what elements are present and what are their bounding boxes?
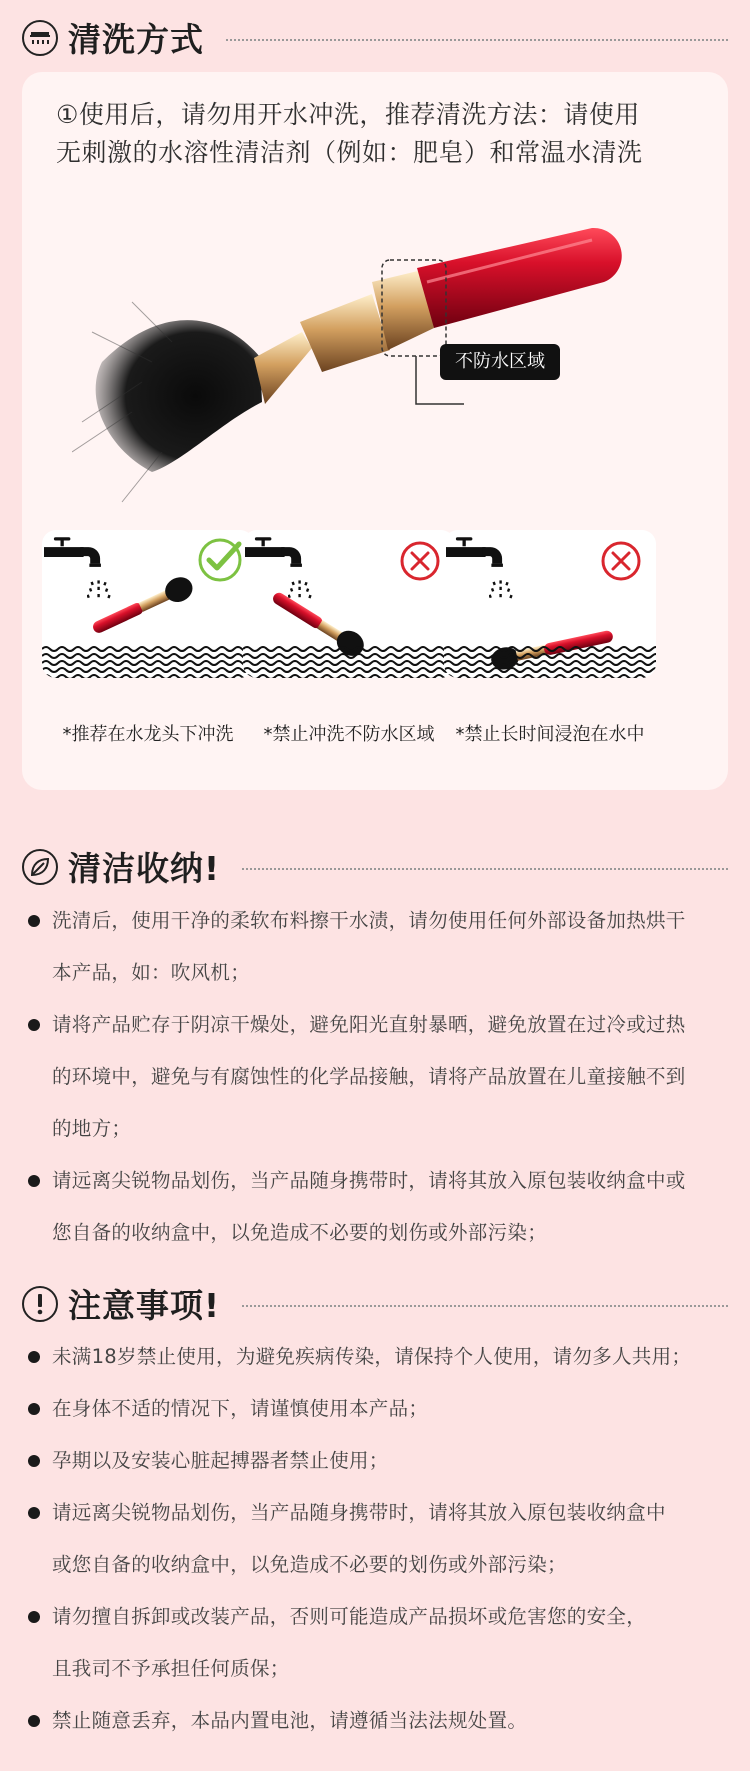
tile-no-soaking: [444, 530, 656, 678]
check-icon: [196, 536, 244, 588]
cleaning-instructions: [56, 96, 706, 172]
list-item: 请将产品贮存于阴凉干燥处，避免阳光直射暴晒，避免放置在过冷或过热 的环境中，避免与有腐蚀性的化学品接触，请将产品放置在儿童接触不到 的地方；: [26, 999, 726, 1155]
section-header-storage: [22, 843, 728, 890]
caption-no-soaking: *禁止长时间浸泡在水中: [455, 724, 645, 745]
leaf-icon: [22, 849, 58, 885]
divider: [242, 1305, 728, 1307]
brush-illustration: [72, 182, 692, 522]
list-item: 洗清后，使用干净的柔软布料擦干水渍，请勿使用任何外部设备加热烘干 本产品，如：吹风机；: [26, 895, 726, 999]
notice-list: [26, 1331, 726, 1747]
tile-recommended: [42, 530, 254, 678]
section-title-cleaning: 清洗方式: [68, 20, 204, 59]
list-item: 请勿擅自拆卸或改装产品，否则可能造成产品损坏或危害您的安全， 且我司不予承担任何质保；: [26, 1591, 726, 1695]
brush-bristles: [72, 302, 262, 502]
cross-icon: [600, 540, 642, 586]
section-title-notice: 注意事项!: [68, 1286, 221, 1325]
divider: [226, 39, 728, 41]
shower-icon: [22, 20, 58, 56]
list-item: 请远离尖锐物品划伤，当产品随身携带时，请将其放入原包装收纳盒中 或您自备的收纳盒中，以免造成不必要的划伤或外部污染；: [26, 1487, 726, 1591]
list-item: 禁止随意丢弃，本品内置电池，请遵循当法法规处置。: [26, 1695, 726, 1747]
section-header-cleaning: [22, 14, 728, 61]
list-item: 孕期以及安装心脏起搏器者禁止使用；: [26, 1435, 726, 1487]
section-title-storage: 清洁收纳!: [68, 849, 221, 888]
non-waterproof-label: 不防水区域: [440, 344, 560, 380]
faucet-icon: [44, 537, 101, 567]
list-item: 在身体不适的情况下，请谨慎使用本产品；: [26, 1383, 726, 1435]
caption-no-rinse-handle: *禁止冲洗不防水区域: [263, 724, 435, 745]
instruction-line-1: ①使用后，请勿用开水冲洗，推荐清洗方法：请使用: [56, 100, 640, 129]
tile-no-rinse-handle: [243, 530, 455, 678]
caption-recommended: *推荐在水龙头下冲洗: [62, 724, 234, 745]
cleaning-card: [22, 72, 728, 790]
brush-handle: [417, 228, 622, 328]
list-item: 未满18岁禁止使用，为避免疾病传染，请保持个人使用，请勿多人共用；: [26, 1331, 726, 1383]
list-item: 请远离尖锐物品划伤，当产品随身携带时，请将其放入原包装收纳盒中或 您自备的收纳盒中，以免造成不必要的划伤或外部污染；: [26, 1155, 726, 1259]
storage-list: [26, 895, 726, 1259]
cross-icon: [399, 540, 441, 586]
section-header-notice: [22, 1280, 728, 1327]
brush-ferrule: [254, 270, 434, 404]
divider: [242, 868, 728, 870]
exclamation-icon: [22, 1286, 58, 1322]
instruction-line-2: 无刺激的水溶性清洁剂（例如：肥皂）和常温水清洗: [56, 138, 643, 167]
